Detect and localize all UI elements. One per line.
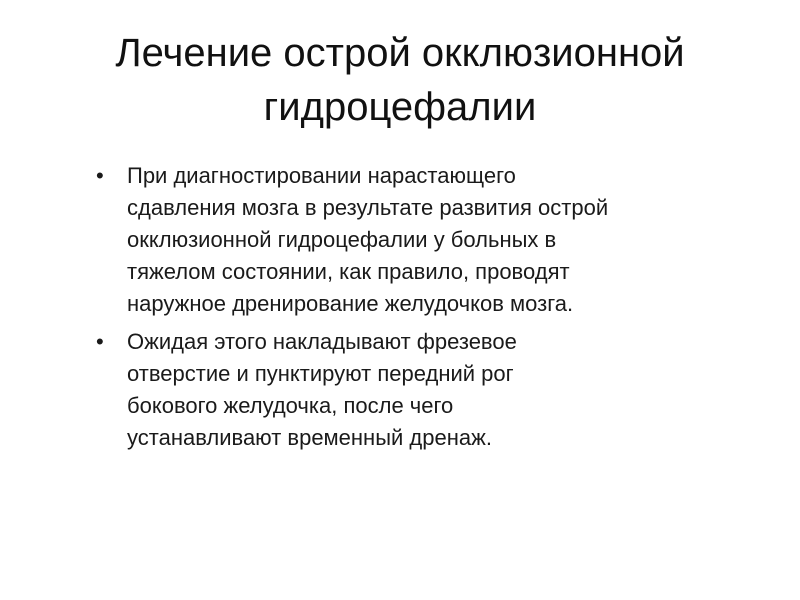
bullet-list (96, 160, 736, 460)
bullet-1-line-4: тяжелом состоянии, как правило, проводят (127, 259, 570, 284)
bullet-1-line-5: наружное дренирование желудочков мозга. (127, 291, 574, 316)
bullet-2-line-3: бокового желудочка, после чего (127, 393, 454, 418)
bullet-1-line-2: сдавления мозга в результате развития острой (127, 195, 609, 220)
bullet-dot-icon: • (96, 329, 104, 354)
bullet-2-line-4: устанавливают временный дренаж. (127, 425, 492, 450)
title-line-2: гидроцефалии (263, 85, 537, 129)
bullet-1-line-1: При диагностировании нарастающего (127, 163, 516, 188)
bullet-item-1 (96, 160, 736, 320)
bullet-item-2 (96, 326, 736, 454)
bullet-2-line-2: отверстие и пунктируют передний рог (127, 361, 514, 386)
slide-title (60, 26, 740, 134)
bullet-2-line-1: Ожидая этого накладывают фрезевое (127, 329, 517, 354)
bullet-1-line-3: окклюзионной гидроцефалии у больных в (127, 227, 557, 252)
title-line-1: Лечение острой окклюзионной (115, 31, 685, 75)
bullet-dot-icon: • (96, 163, 104, 188)
